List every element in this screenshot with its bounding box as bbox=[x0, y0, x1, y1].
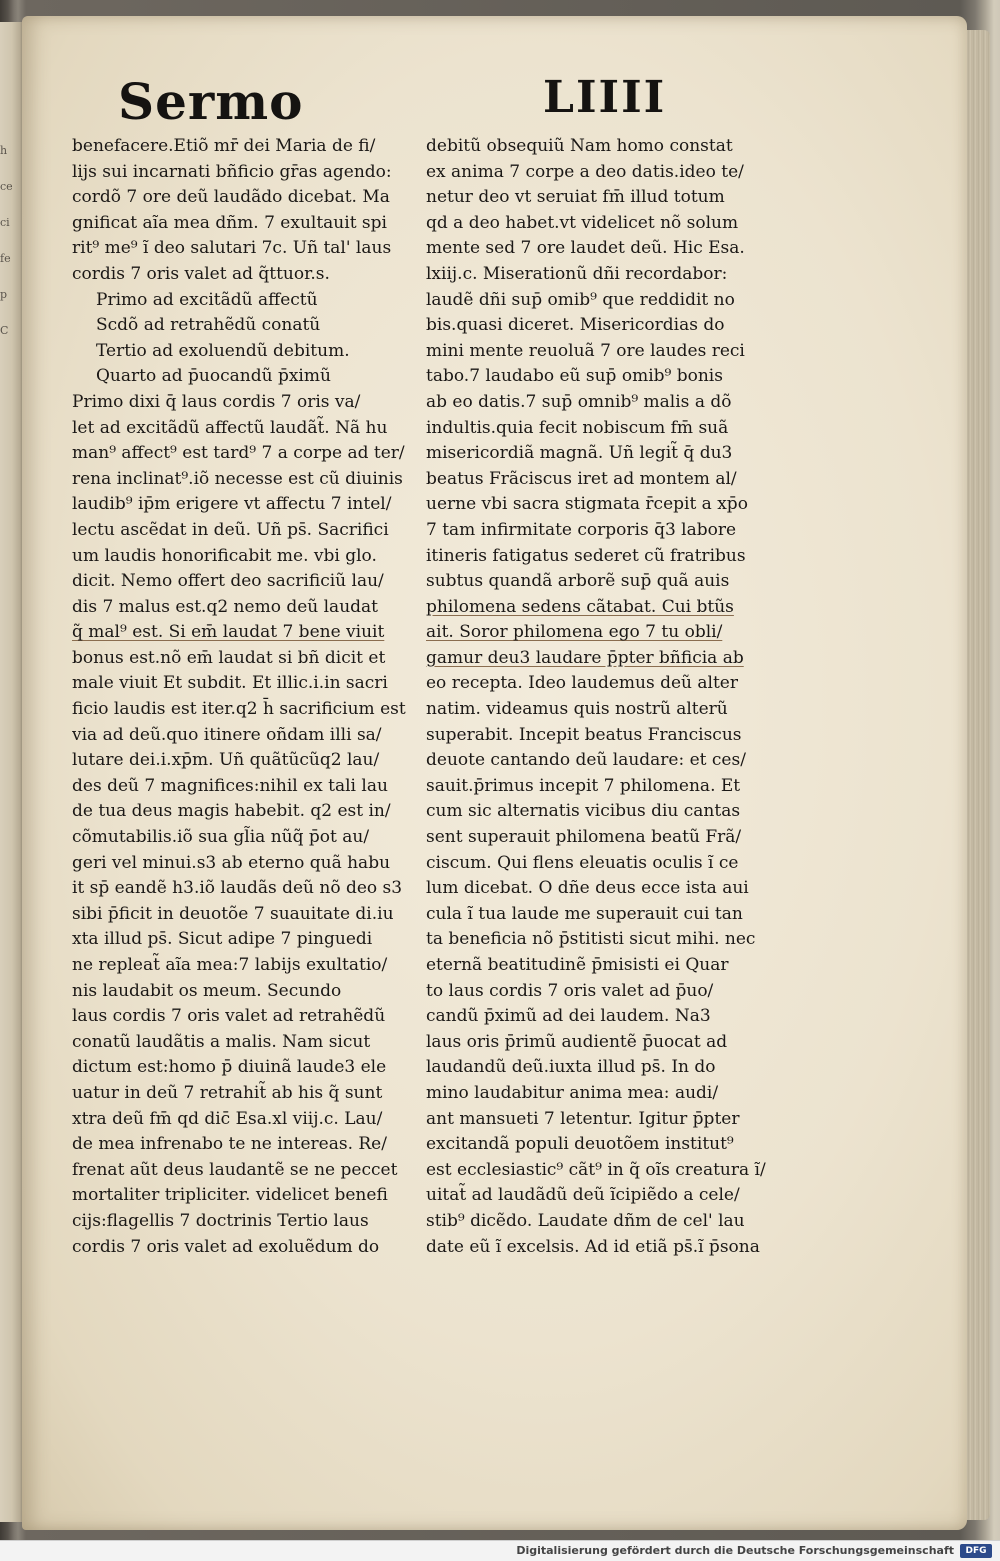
text-column-left bbox=[72, 134, 410, 1260]
text-line: sibi p̄ficit in deuotõe 7 suauitate di.iu bbox=[72, 903, 394, 924]
text-line: eternã beatitudinẽ p̄misisti ei Quar bbox=[426, 955, 729, 975]
text-line: cum sic alternatis vicibus diu cantas bbox=[426, 801, 741, 822]
text-line: mortaliter tripliciter. videlicet benefi bbox=[72, 1185, 388, 1206]
text-line: cula ĩ tua laude me superauit cui tan bbox=[426, 903, 743, 924]
text-line: excitandã populi deuotõem institut⁹ bbox=[426, 1134, 734, 1155]
text-line: it sp̄ eandẽ h3.iõ laudãs deũ nõ deo s3 bbox=[72, 878, 403, 899]
text-line: qd a deo habet.vt videlicet nõ solum bbox=[426, 212, 739, 233]
text-line: de tua deus magis habebit. q2 est in/ bbox=[72, 801, 391, 822]
text-line: geri vel minui.s3 ab eterno quã habu bbox=[72, 852, 391, 873]
text-line: laudẽ dñi sup̄ omib⁹ que reddidit no bbox=[426, 289, 735, 310]
text-line: gamur deu3 laudare p̄pter bñficia ab bbox=[426, 647, 744, 668]
text-column-right bbox=[426, 134, 771, 1260]
text-line: ciscum. Qui flens eleuatis oculis ĩ ce bbox=[426, 852, 739, 873]
text-line: xta illud ps̄. Sicut adipe 7 pinguedi bbox=[72, 929, 373, 950]
text-line: stib⁹ dicẽdo. Laudate dñm de cel' lau bbox=[426, 1210, 745, 1231]
text-line: laus oris p̄rimũ audientẽ p̄uocat ad bbox=[426, 1031, 728, 1052]
text-line: man⁹ affect⁹ est tard⁹ 7 a corpe ad ter/ bbox=[72, 443, 405, 464]
text-line: natim. videamus quis nostrũ alterũ bbox=[426, 699, 728, 720]
text-line: misericordiã magnã. Uñ legit̃ q̄ du3 bbox=[426, 443, 733, 464]
text-line: uatur in deũ 7 retrahit̃ ab his q̃ sunt bbox=[72, 1082, 383, 1103]
text-line: beatus Frãciscus iret ad montem al/ bbox=[426, 468, 737, 489]
text-line: rena inclinat⁹.iõ necesse est cũ diuinis bbox=[72, 468, 403, 489]
text-line: dictum est:homo p̄ diuinã laude3 ele bbox=[72, 1057, 387, 1078]
text-line: des deũ 7 magnifices:nihil ex tali lau bbox=[72, 775, 388, 796]
text-line: Tertio ad exoluendũ debitum. bbox=[96, 340, 350, 361]
text-line: ex anima 7 corpe a deo datis.ideo te/ bbox=[426, 161, 744, 182]
text-line: netur deo vt seruiat fm̄ illud totum bbox=[426, 187, 725, 208]
text-line: cijs:flagellis 7 doctrinis Tertio laus bbox=[72, 1210, 369, 1231]
text-line: de mea infrenabo te ne intereas. Re/ bbox=[72, 1134, 387, 1155]
text-line: laudandũ deũ.iuxta illud ps̄. In do bbox=[426, 1057, 716, 1078]
text-line: ait. Soror philomena ego 7 tu obli/ bbox=[426, 622, 723, 643]
text-line: cordõ 7 ore deũ laudãdo dicebat. Ma bbox=[72, 187, 390, 208]
text-line: conatũ laudãtis a malis. Nam sicut bbox=[72, 1031, 371, 1052]
text-line: eo recepta. Ideo laudemus deũ alter bbox=[426, 673, 738, 694]
text-line: subtus quandã arborẽ sup̄ quã auis bbox=[426, 571, 730, 592]
text-line: philomena sedens cãtabat. Cui btũs bbox=[426, 596, 734, 617]
text-line: ab eo datis.7 sup̄ omnib⁹ malis a dõ bbox=[426, 391, 732, 412]
text-line: sent superauit philomena beatũ Frã/ bbox=[426, 827, 742, 848]
text-line: male viuit Et subdit. Et illic.i.in sacri bbox=[72, 673, 388, 694]
text-line: rit⁹ me⁹ ĩ deo salutari 7c. Uñ tal' laus bbox=[72, 238, 392, 259]
text-line: mente sed 7 ore laudet deũ. Hic Esa. bbox=[426, 238, 745, 259]
text-line: ne repleat̃ aĩa mea:7 labijs exultatio/ bbox=[72, 955, 388, 975]
running-head-title: Sermo bbox=[118, 72, 304, 131]
text-line: lxiij.c. Miserationũ dñi recordabor: bbox=[426, 263, 728, 284]
funding-credit: Digitalisierung gefördert durch die Deutsche Forschungsgemeinschaft bbox=[516, 1544, 954, 1557]
text-line: Primo ad excitãdũ affectũ bbox=[96, 289, 318, 310]
text-line: cordis 7 oris valet ad q̃ttuor.s. bbox=[72, 263, 330, 284]
text-line: Primo dixi q̄ laus cordis 7 oris va/ bbox=[72, 391, 361, 412]
text-line: ant mansueti 7 letentur. Igitur p̄pter bbox=[426, 1108, 740, 1129]
text-line: to laus cordis 7 oris valet ad p̄uo/ bbox=[426, 980, 714, 1001]
text-line: lum dicebat. O dñe deus ecce ista aui bbox=[426, 878, 749, 899]
text-line: est ecclesiastic⁹ cãt⁹ in q̃ oĩs creatura ĩ/ bbox=[426, 1159, 766, 1180]
folio-number: LIIII bbox=[543, 72, 667, 123]
text-line: tabo.7 laudabo eũ sup̄ omib⁹ bonis bbox=[426, 366, 723, 387]
text-line: via ad deũ.quo itinere oñdam illi sa/ bbox=[72, 724, 382, 745]
text-line: indultis.quia fecit nobiscum fm̄ suã bbox=[426, 417, 729, 438]
text-line: ta beneficia nõ p̄stitisti sicut mihi. nec bbox=[426, 929, 756, 950]
text-line: laus cordis 7 oris valet ad retrahẽdũ bbox=[72, 1006, 386, 1027]
text-line: lijs sui incarnati bñficio gr̄as agendo: bbox=[72, 161, 392, 182]
text-line: debitũ obsequiũ Nam homo constat bbox=[426, 136, 733, 156]
text-line: superabit. Incepit beatus Franciscus bbox=[426, 724, 742, 745]
previous-page-edge bbox=[0, 22, 22, 1522]
text-line: itineris fatigatus sederet cũ fratribus bbox=[426, 545, 746, 566]
text-line: dis 7 malus est.q2 nemo deũ laudat bbox=[72, 596, 378, 617]
text-line: candũ p̄ximũ ad dei laudem. Na3 bbox=[426, 1006, 711, 1027]
text-line: lectu ascẽdat in deũ. Uñ ps̄. Sacrifici bbox=[72, 519, 389, 540]
text-line: uitat̃ ad laudãdũ deũ ĩcipiẽdo a cele/ bbox=[426, 1185, 740, 1206]
text-line: benefacere.Etiõ mr̄ dei Maria de fi/ bbox=[72, 136, 376, 156]
text-line: cordis 7 oris valet ad exoluẽdum do bbox=[72, 1236, 380, 1257]
digitization-banner bbox=[0, 1540, 1000, 1561]
text-line: bonus est.nõ em̄ laudat si bñ dicit et bbox=[72, 647, 386, 668]
text-line: lutare dei.i.xp̄m. Uñ quãtũcũq2 lau/ bbox=[72, 750, 380, 771]
text-line: q̃ mal⁹ est. Si em̄ laudat 7 bene viuit bbox=[72, 622, 385, 643]
text-line: 7 tam infirmitate corporis q̄3 labore bbox=[426, 519, 737, 540]
previous-page-fragment: h ce ci fe p C bbox=[0, 144, 13, 337]
text-line: ficio laudis est iter.q2 h̄ sacrificium est bbox=[72, 699, 406, 720]
dfg-logo-icon: DFG bbox=[960, 1544, 992, 1558]
text-line: Scdõ ad retrahẽdũ conatũ bbox=[96, 315, 321, 336]
text-line: cõmutabilis.iõ sua gl̃ia nũq̃ p̄ot au/ bbox=[72, 827, 370, 848]
text-line: laudib⁹ ip̄m erigere vt affectu 7 intel/ bbox=[72, 494, 392, 515]
text-line: frenat aũt deus laudantẽ se ne peccet bbox=[72, 1159, 398, 1180]
text-line: xtra deũ fm̄ qd dic̄ Esa.xl viij.c. Lau/ bbox=[72, 1108, 383, 1129]
text-line: dicit. Nemo offert deo sacrificiũ lau/ bbox=[72, 571, 384, 592]
text-line: Quarto ad p̄uocandũ p̄ximũ bbox=[96, 366, 331, 387]
text-line: let ad excitãdũ affectũ laudãt̃. Nã hu bbox=[72, 417, 388, 438]
text-line: date eũ ĩ excelsis. Ad id etiã ps̄.ĩ p̄sona bbox=[426, 1236, 760, 1257]
text-line: gnificat aĩa mea dñm. 7 exultauit spi bbox=[72, 212, 387, 233]
text-line: nis laudabit os meum. Secundo bbox=[72, 980, 342, 1001]
text-line: um laudis honorificabit me. vbi glo. bbox=[72, 545, 377, 566]
text-line: mino laudabitur anima mea: audi/ bbox=[426, 1082, 719, 1103]
text-line: sauit.p̄rimus incepit 7 philomena. Et bbox=[426, 775, 741, 796]
text-line: deuote cantando deũ laudare: et ces/ bbox=[426, 750, 746, 771]
text-line: uerne vbi sacra stigmata r̄cepit a xp̄o bbox=[426, 494, 748, 515]
text-line: mini mente reuoluã 7 ore laudes reci bbox=[426, 340, 745, 361]
text-line: bis.quasi diceret. Misericordias do bbox=[426, 315, 725, 336]
